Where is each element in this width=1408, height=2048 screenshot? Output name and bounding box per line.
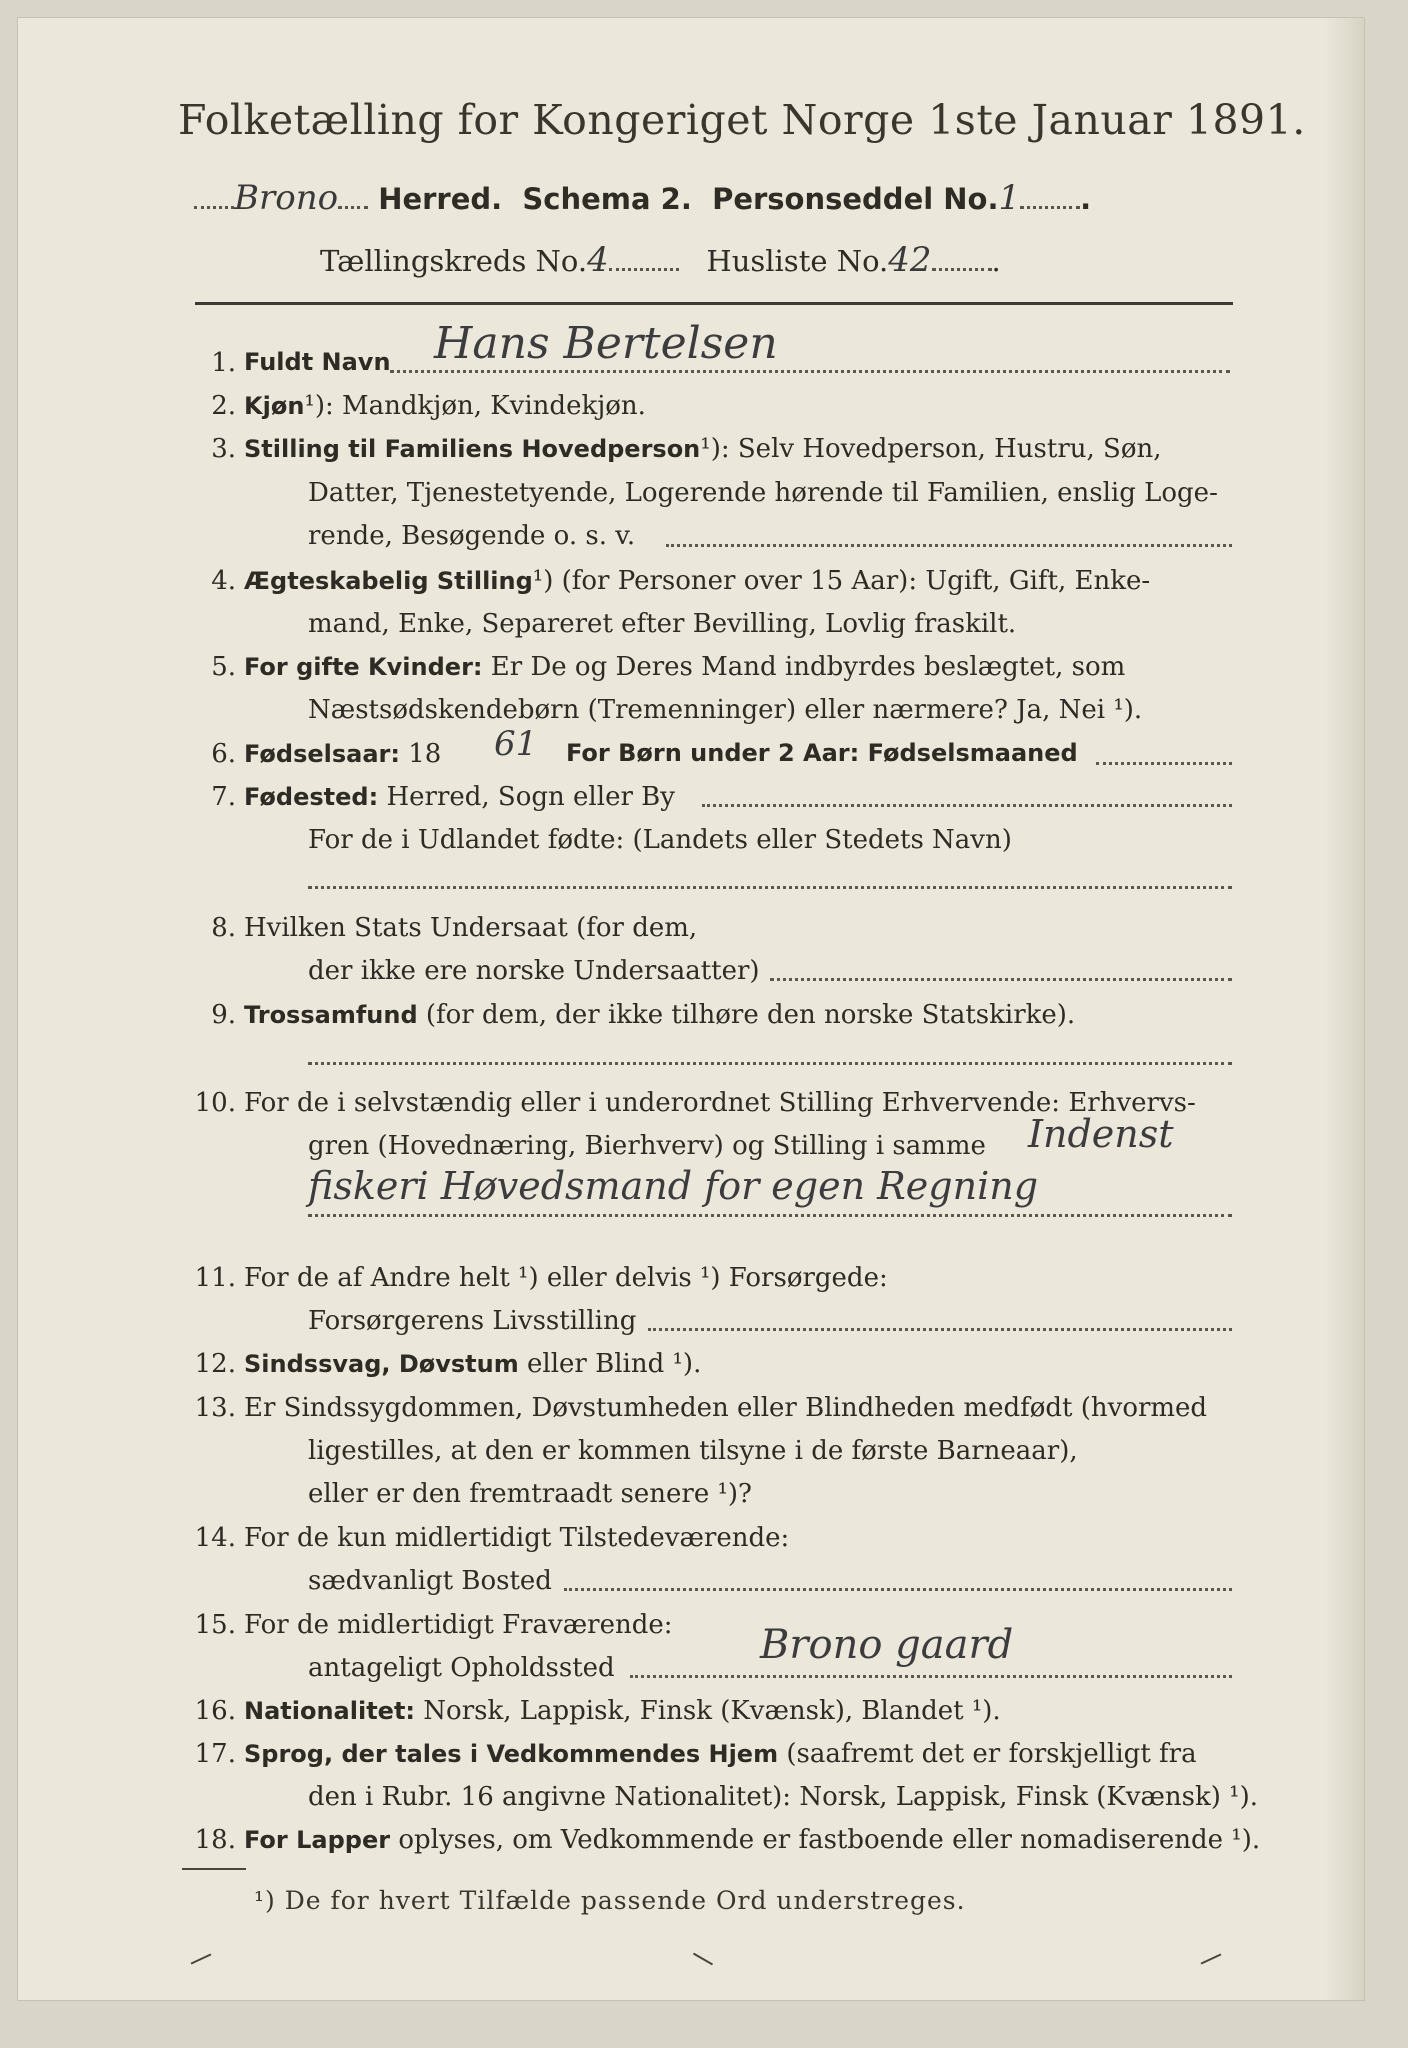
herred-label: Herred. [378, 182, 503, 216]
husliste-label: Husliste No. [706, 244, 889, 278]
kreds-value: 4 [587, 240, 609, 280]
kreds-label: Tællingskreds No. [320, 244, 588, 278]
schema-label: Schema 2. [522, 182, 692, 216]
corner-mark-left [191, 1953, 212, 1964]
husliste-value: 42 [888, 240, 932, 280]
herred-value: Brono [234, 178, 339, 218]
corner-mark-center [693, 1953, 713, 1966]
name-handwritten: Hans Bertelsen [434, 318, 778, 369]
herred-line: Brono Herred. Schema 2. Personseddel No.1 . [194, 178, 1091, 218]
birthyear-handwritten: 61 [494, 724, 538, 764]
footnote: ¹) De for hvert Tilfælde passende Ord understreges. [254, 1886, 966, 1915]
occupation-handwritten: Indenst fiskeri Høvedsmand for egen Regning [308, 1112, 1174, 1208]
kreds-line: Tællingskreds No.4 Husliste No.42 . [320, 240, 1001, 280]
personseddel-label: Personseddel No. [712, 182, 999, 216]
corner-mark-right [1201, 1953, 1222, 1964]
header-rule [195, 302, 1233, 305]
personseddel-value: 1 [998, 178, 1021, 218]
form-title: Folketælling for Kongeriget Norge 1ste Januar 1891. [178, 96, 1306, 144]
residence-handwritten: Brono gaard [760, 1622, 1014, 1668]
footnote-rule [182, 1868, 246, 1870]
census-form: Folketælling for Kongeriget Norge 1ste Januar 1891. Brono Herred. Schema 2. Personseddel No.1 . Tællingskreds No.4 Husliste No.42 . 1. Fuldt Navn Hans Bertelsen 2. Kjøn¹): Mandkjøn, Kvindekjøn. 3. Stilling til Familiens Hovedperson¹): Selv Hovedperson, Hustru, Søn, Datter, Tjenestetyende, Logerende hørende til Familien, enslig Loge- rende, Besøgende o. s. v. 4. Ægteskabelig Stilling¹) (for Personer over 15 Aar): Ugift, Gift, Enke- mand, Enke, Separeret efter Bevilling, Lovlig fraskilt. 5. For gifte Kvinder: Er De og Deres Mand indbyrdes beslægtet, som Næstsødskendebørn (Tremenninger) eller nærmere? Ja, Nei ¹). 6. Fødselsaar: 18 For Børn under 2 Aar: Fødselsmaaned 61 7. Fødested: Herred, Sogn eller By For de i Udlandet fødte: (Landets eller Stedets Navn) 8. Hvilken Stats Undersaat (for dem, der ikke ere norske Undersaatter) 9. Trossamfund (for dem, der ikke tilhøre den norske Statskirke). 10. For de i selvstændig eller i underordnet Stilling Erhvervende: Erhvervs- gren (Hovednæring, Bierhverv) og Stilling i samme Indenst fiskeri Høvedsmand for egen Regning 11. For de af Andre helt ¹) eller delvis ¹) Forsørgede: Forsørgerens Livsstilling 12. Sindssvag, Døvstum eller Blind ¹). 13. Er Sindssygdommen, Døvstumheden eller Blindheden medfødt (hvormed ligestilles, at den er kommen tilsyne i de første Barneaar), eller er den fremtraadt senere ¹)? 14. For de kun midlertidigt Tilstedeværende: sædvanligt Bosted 15. For de midlertidigt Fraværende: antageligt Opholdssted Brono gaard 16. Nationalitet: Norsk, Lappisk, Finsk (Kvænsk), Blandet ¹). 17. Sprog, der tales i Vedkommendes Hjem (saafremt det er forskjelligt fra den i Rubr. 16 angivne Nationalitet): Norsk, Lappisk, Finsk (Kvænsk) ¹). 18. For Lapper oplyses, om Vedkommende er fastboende eller nomadiserende ¹). ¹) De for hvert Tilfælde passende Ord understreges. [18, 18, 1364, 2000]
